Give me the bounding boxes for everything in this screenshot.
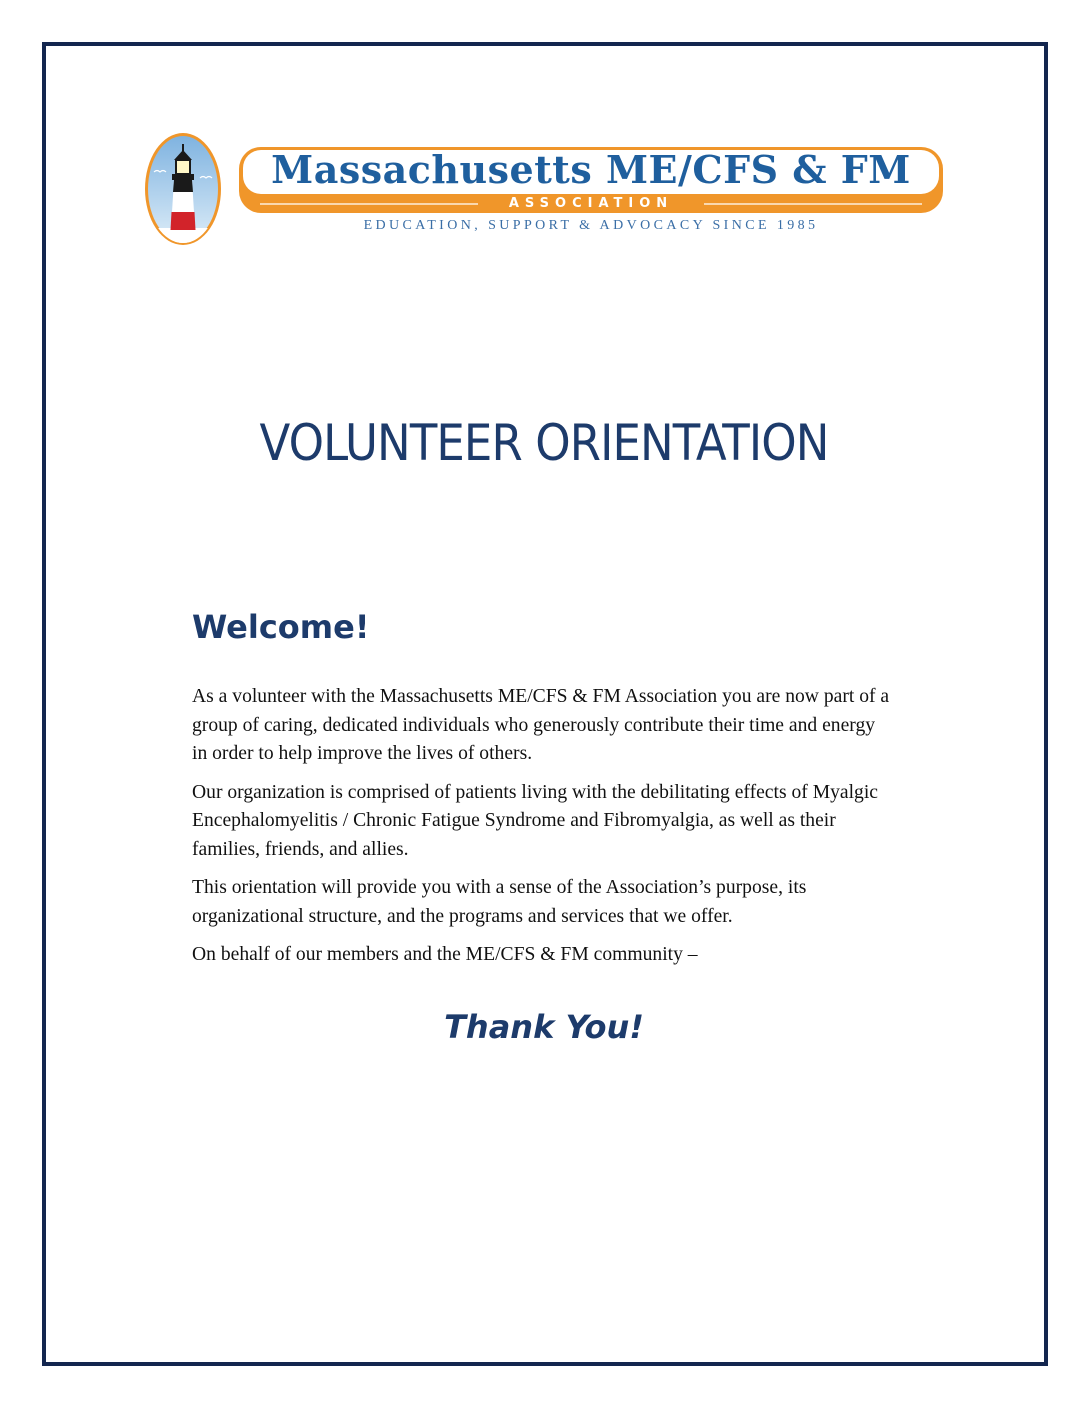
lighthouse-icon	[144, 132, 222, 246]
closing-thank-you: Thank You!	[444, 1008, 644, 1046]
association-logo	[140, 128, 950, 253]
paragraph: As a volunteer with the Massachusetts ME/CFS & FM Association you are now part of a group of caring, dedicated individuals who generously contribute their time and energy in order to help improve the lives of others.	[192, 686, 890, 764]
document-title: VOLUNTEER ORIENTATION	[259, 414, 829, 472]
logo-subtitle: ASSOCIATION	[508, 196, 674, 211]
paragraph: This orientation will provide you with a sense of the Association’s purpose, its organizational structure, and the programs and services that we offer.	[192, 877, 807, 927]
paragraph: Our organization is comprised of patients living with the debilitating effects of Myalgic Encephalomyelitis / Chronic Fatigue Syndrome and Fibromyalgia, as well as their families, friends, and allies.	[192, 781, 878, 860]
body-text	[192, 683, 892, 980]
paragraph: On behalf of our members and the ME/CFS & FM community –	[192, 944, 698, 965]
logo-tagline: EDUCATION, SUPPORT & ADVOCACY SINCE 1985	[363, 218, 819, 233]
logo-name: Massachusetts ME/CFS & FM	[271, 147, 911, 192]
welcome-heading: Welcome!	[192, 608, 370, 646]
